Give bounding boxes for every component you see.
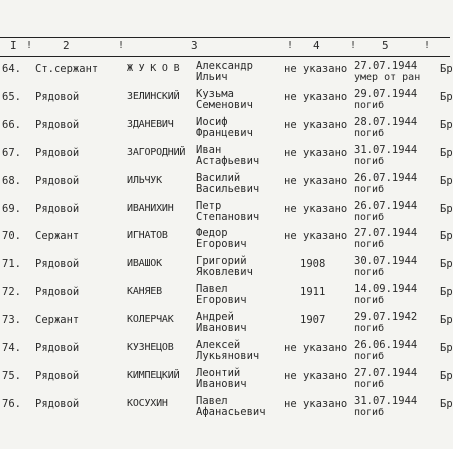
burial-place-truncated: Бр: [440, 90, 453, 103]
date: 26.06.1944: [354, 339, 418, 351]
table-row: [0, 394, 453, 423]
row-number: 70.: [2, 230, 21, 243]
row-number: 65.: [2, 90, 21, 103]
patronymic: Францевич: [196, 126, 253, 139]
surname: КОЛЕРЧАК: [127, 314, 174, 326]
header-separator: !: [424, 40, 431, 51]
first-name: Петр: [196, 199, 222, 212]
birth-year: не указано: [284, 342, 348, 354]
first-name: Алексей: [196, 339, 241, 351]
header-separator: !: [350, 40, 357, 51]
patronymic: Афанасьевич: [196, 405, 266, 418]
status: погиб: [354, 295, 385, 307]
date: 14.09.1944: [354, 283, 418, 296]
table-row: [0, 339, 453, 367]
date: 31.07.1944: [354, 394, 418, 407]
rank: Рядовой: [35, 342, 80, 354]
table-row: [0, 87, 453, 116]
patronymic: Семенович: [196, 98, 253, 111]
burial-place-truncated: Бр: [440, 118, 453, 131]
rank: Сержант: [35, 230, 80, 243]
date: 27.07.1944: [354, 60, 418, 72]
date: 29.07.1944: [354, 87, 418, 100]
surname: ИГНАТОВ: [127, 230, 168, 242]
patronymic: Яковлевич: [196, 266, 253, 279]
birth-year: не указано: [284, 118, 348, 131]
patronymic: Егорович: [196, 238, 247, 251]
table-row: [0, 366, 453, 395]
row-number: 68.: [2, 174, 21, 187]
first-name: Василий: [196, 171, 241, 184]
burial-place-truncated: Бр: [440, 230, 453, 243]
row-number: 67.: [2, 146, 21, 159]
status: погиб: [354, 378, 385, 390]
patronymic: Лукьянович: [196, 350, 260, 362]
row-number: 72.: [2, 286, 21, 299]
surname: ИВАШОК: [127, 258, 162, 270]
rank: Рядовой: [35, 174, 80, 187]
rank: Рядовой: [35, 258, 80, 271]
patronymic: Васильевич: [196, 182, 260, 195]
surname: ИЛЬЧУК: [127, 174, 162, 186]
date: 29.07.1942: [354, 311, 418, 324]
burial-place-truncated: Бр: [440, 314, 453, 327]
burial-place-truncated: Бр: [440, 174, 453, 187]
burial-place-truncated: Бр: [440, 202, 453, 215]
patronymic: Ильич: [196, 71, 228, 83]
birth-year: не указано: [284, 146, 348, 159]
header-col-5: 5: [382, 39, 389, 52]
patronymic: Иванович: [196, 377, 247, 390]
row-number: 66.: [2, 118, 21, 131]
first-name: Андрей: [196, 311, 234, 324]
header-col-1: I: [10, 39, 17, 52]
patronymic: Астафьевич: [196, 154, 260, 167]
birth-year: не указано: [284, 397, 348, 410]
burial-place-truncated: Бр: [440, 397, 453, 410]
birth-year: не указано: [284, 63, 348, 75]
surname: КАНЯЕВ: [127, 286, 162, 298]
surname: КИМПЕЦКИЙ: [127, 369, 180, 381]
surname: Ж У К О В: [127, 63, 180, 74]
first-name: Леонтий: [196, 366, 241, 379]
surname: ЗЕЛИНСКИЙ: [127, 90, 180, 102]
first-name: Павел: [196, 283, 228, 296]
status: погиб: [354, 99, 385, 111]
header-separator: !: [287, 40, 294, 51]
date: 28.07.1944: [354, 115, 418, 128]
birth-year: не указано: [284, 202, 348, 215]
status: погиб: [354, 351, 385, 362]
table-row: [0, 255, 453, 283]
first-name: Иосиф: [196, 115, 228, 128]
burial-place-truncated: Бр: [440, 146, 453, 159]
status: погиб: [354, 155, 385, 167]
row-number: 69.: [2, 202, 21, 215]
burial-place-truncated: Бр: [440, 63, 453, 75]
status: умер от ран: [354, 72, 421, 83]
rank: Рядовой: [35, 369, 80, 382]
date: 30.07.1944: [354, 255, 418, 268]
row-number: 75.: [2, 369, 21, 382]
header-col-2: 2: [63, 39, 70, 52]
burial-place-truncated: Бр: [440, 258, 453, 271]
first-name: Федор: [196, 227, 228, 240]
first-name: Кузьма: [196, 87, 234, 100]
birth-year: 1911: [300, 286, 326, 299]
rank: Рядовой: [35, 286, 80, 299]
patronymic: Степанович: [196, 210, 260, 223]
row-number: 64.: [2, 63, 21, 75]
surname: ЗАГОРОДНИЙ: [127, 146, 186, 158]
rank: Рядовой: [35, 146, 80, 159]
row-number: 76.: [2, 397, 21, 410]
table-row: [0, 283, 453, 311]
date: 31.07.1944: [354, 143, 418, 156]
surname: КУЗНЕЦОВ: [127, 342, 174, 353]
header-separator: !: [118, 40, 125, 51]
table-row: [0, 199, 453, 228]
header-bottom-rule: [0, 56, 450, 57]
header-col-4: 4: [313, 39, 320, 52]
status: погиб: [354, 183, 385, 195]
patronymic: Иванович: [196, 322, 247, 335]
birth-year: 1908: [300, 258, 326, 271]
surname: КОСУХИН: [127, 397, 168, 409]
table-row: [0, 143, 453, 172]
burial-place-truncated: Бр: [440, 286, 453, 299]
table-row: [0, 60, 453, 88]
header-col-3: 3: [191, 39, 198, 52]
table-row: [0, 171, 453, 200]
table-row: [0, 311, 453, 339]
rank: Рядовой: [35, 202, 80, 215]
rank: Рядовой: [35, 118, 80, 131]
birth-year: не указано: [284, 90, 348, 103]
burial-place-truncated: Бр: [440, 342, 453, 354]
rank: Рядовой: [35, 397, 80, 410]
birth-year: не указано: [284, 369, 348, 382]
first-name: Иван: [196, 143, 222, 156]
surname: ИВАНИХИН: [127, 202, 174, 214]
birth-year: 1907: [300, 314, 326, 327]
status: погиб: [354, 239, 385, 251]
date: 26.07.1944: [354, 171, 418, 184]
surname: ЗДАНЕВИЧ: [127, 118, 174, 130]
status: погиб: [354, 406, 385, 418]
row-number: 73.: [2, 314, 21, 327]
burial-place-truncated: Бр: [440, 369, 453, 382]
date: 26.07.1944: [354, 199, 418, 212]
birth-year: не указано: [284, 174, 348, 187]
status: погиб: [354, 211, 385, 223]
date: 27.07.1944: [354, 366, 418, 379]
rank: Сержант: [35, 314, 80, 327]
first-name: Григорий: [196, 255, 247, 268]
table-row: [0, 115, 453, 144]
header-separator: !: [26, 40, 33, 51]
status: погиб: [354, 127, 385, 139]
rank: Ст.сержант: [35, 63, 99, 75]
table-row: [0, 227, 453, 255]
row-number: 74.: [2, 342, 21, 354]
patronymic: Егорович: [196, 294, 247, 307]
rank: Рядовой: [35, 90, 80, 103]
row-number: 71.: [2, 258, 21, 271]
status: погиб: [354, 323, 385, 335]
first-name: Александр: [196, 60, 253, 72]
status: погиб: [354, 267, 385, 279]
birth-year: не указано: [284, 230, 348, 243]
date: 27.07.1944: [354, 227, 418, 240]
first-name: Павел: [196, 394, 228, 407]
